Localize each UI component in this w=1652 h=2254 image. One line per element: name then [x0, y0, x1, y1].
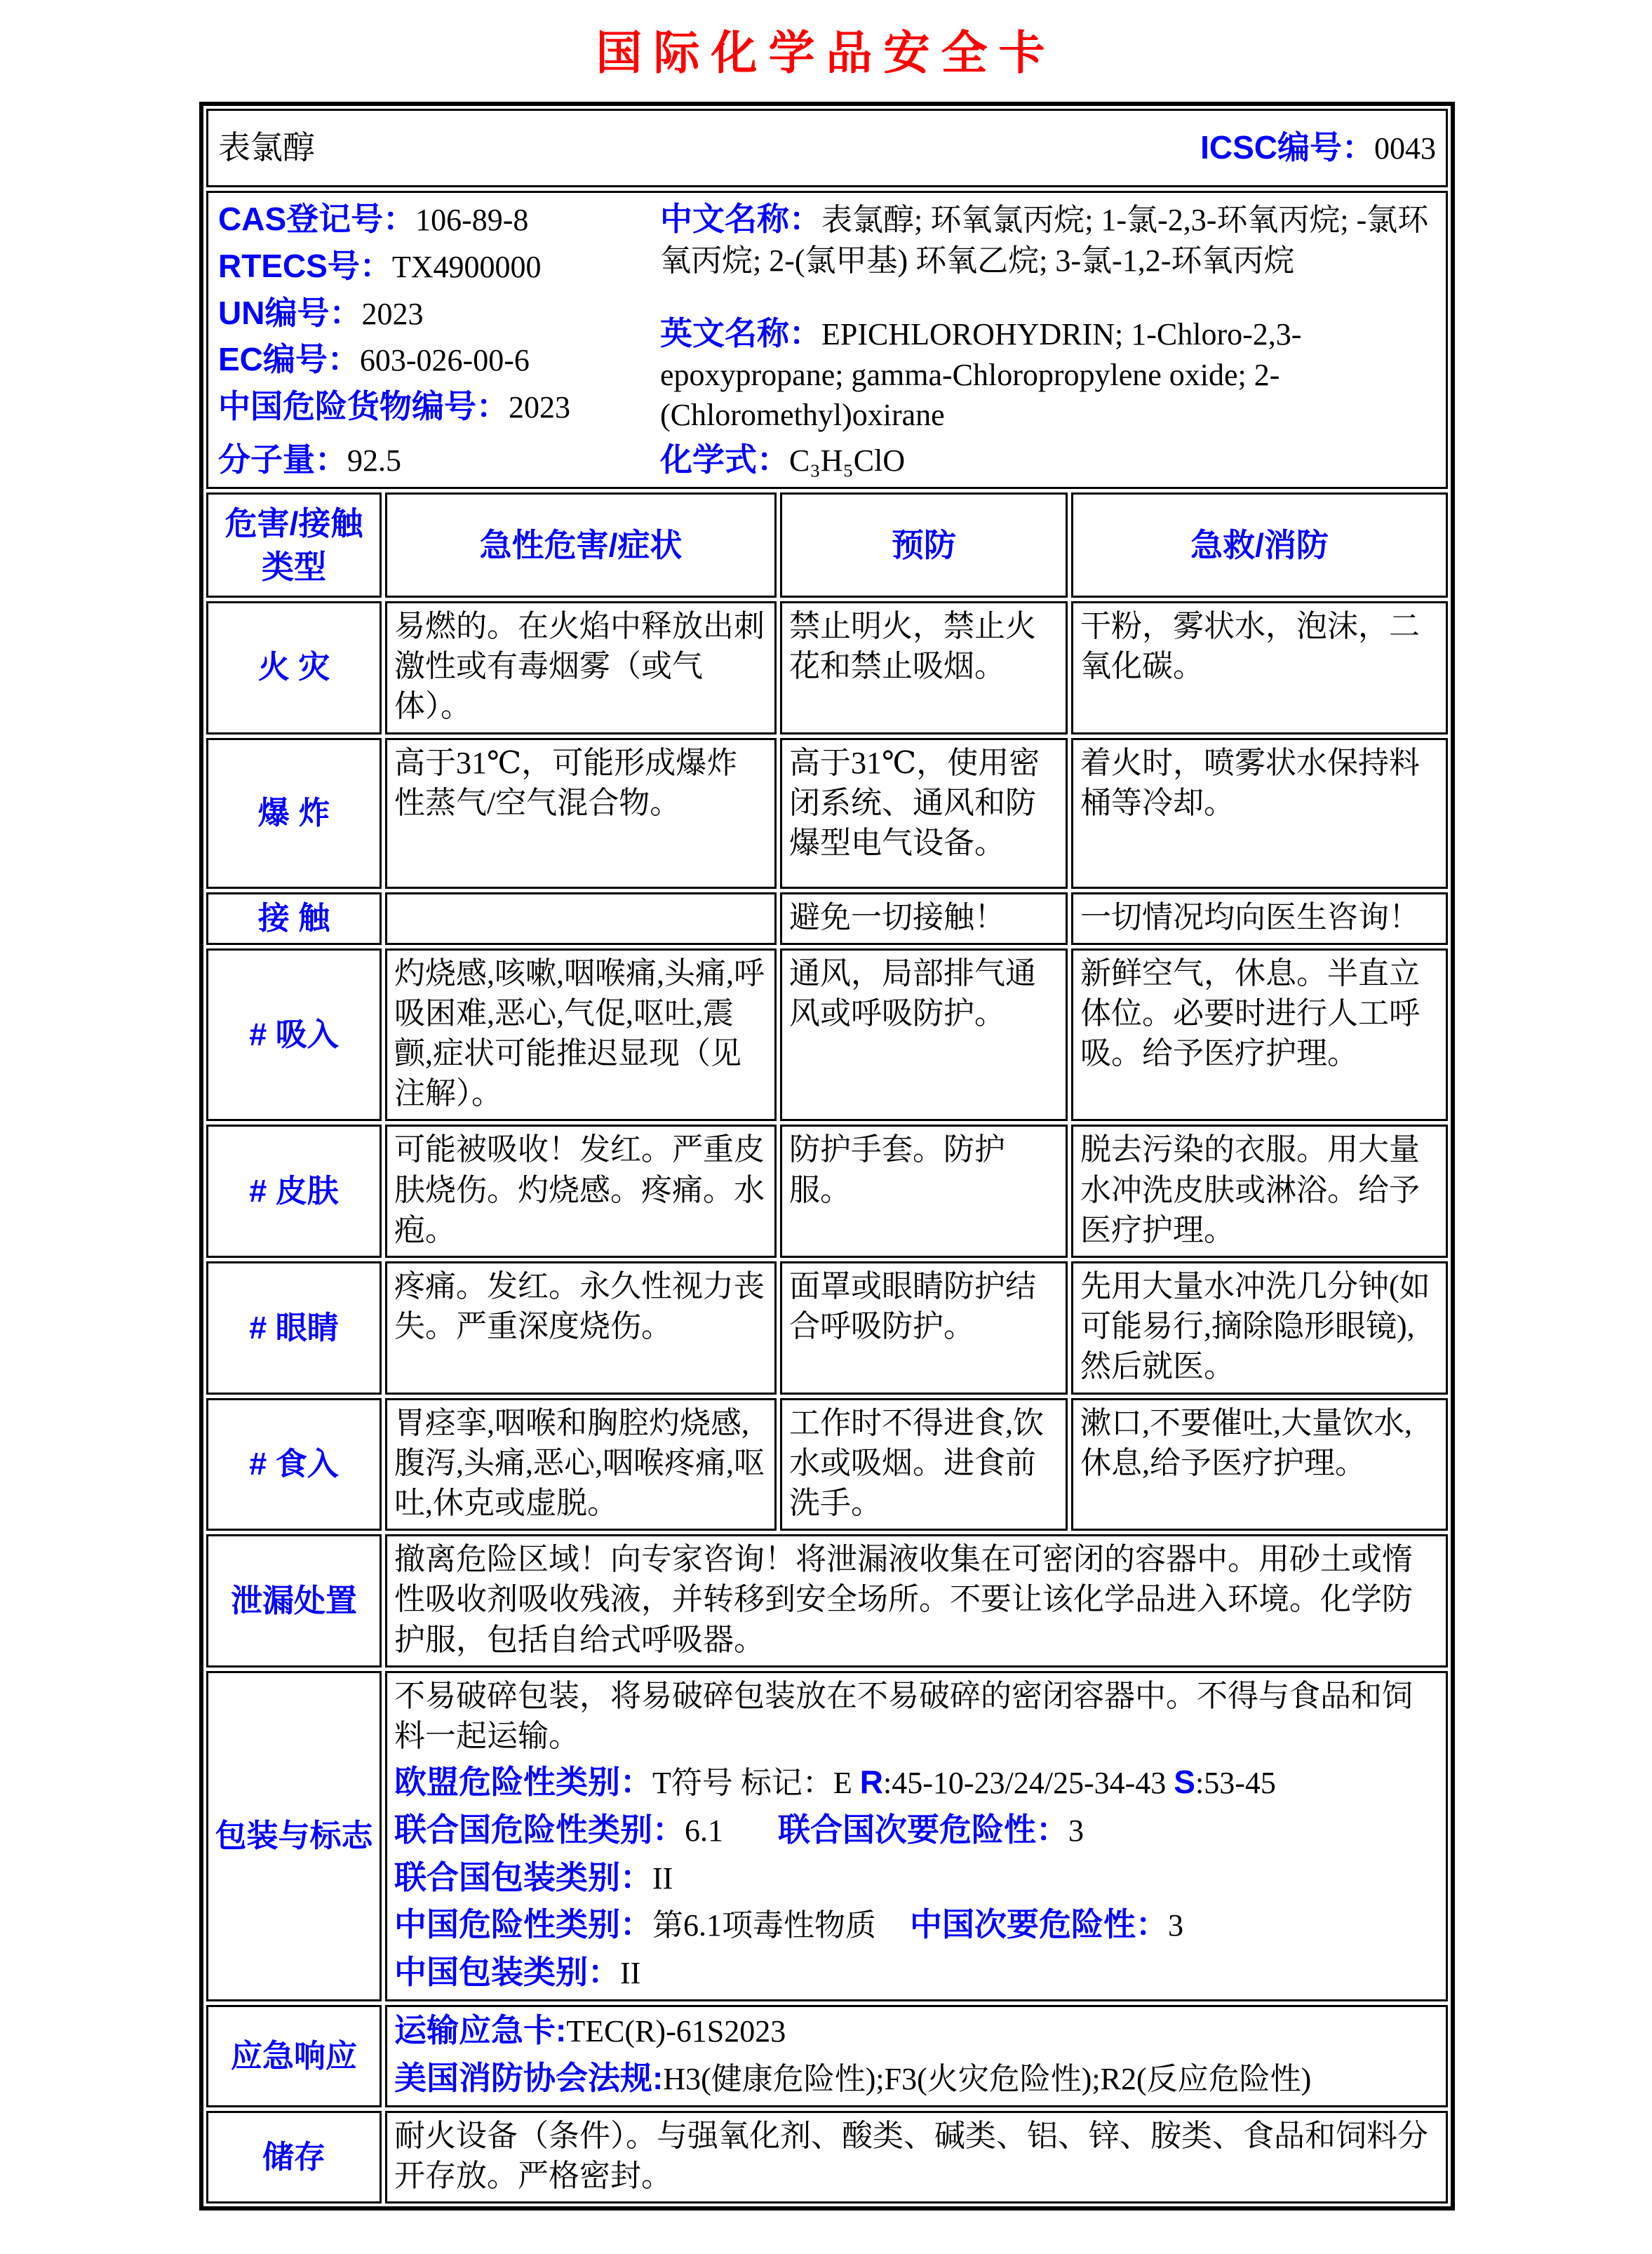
section-row-packaging	[206, 1671, 1448, 2001]
packaging-content	[385, 1671, 1448, 2001]
identifier-china-dg	[218, 386, 653, 428]
identifier-cas	[218, 199, 653, 241]
cn-class-line	[394, 1904, 1439, 1946]
skin-prevention: 防护手套。防护服。	[780, 1125, 1068, 1258]
section-row-spillage	[206, 1534, 1448, 1668]
identifier-un	[218, 293, 653, 335]
emergency-label: 应急响应	[206, 2005, 382, 2107]
molecular-weight	[218, 439, 653, 481]
hazard-row-explosion	[206, 738, 1448, 889]
rtecs-label: RTECS号：	[218, 247, 392, 284]
ingestion-label: # 食入	[206, 1398, 382, 1531]
english-names	[660, 313, 1436, 435]
substance-name: 表氯醇	[218, 130, 315, 166]
chemical-formula	[660, 439, 1436, 481]
cas-label: CAS登记号：	[218, 201, 416, 237]
china-dg-value: 2023	[509, 390, 570, 425]
explosion-prevention: 高于31℃，使用密闭系统、通风和防爆型电气设备。	[780, 738, 1068, 889]
rtecs-value: TX4900000	[391, 249, 542, 284]
s-phrases-label: S	[1174, 1764, 1195, 1801]
cn-class-label: 中国危险性类别：	[394, 1906, 652, 1943]
section-row-storage	[206, 2111, 1448, 2203]
eyes-label: # 眼睛	[206, 1261, 382, 1395]
fire-prevention: 禁止明火，禁止火花和禁止吸烟。	[780, 601, 1068, 734]
hazard-row-ingestion	[206, 1398, 1448, 1531]
cas-value: 106-89-8	[415, 203, 529, 237]
fire-symptoms: 易燃的。在火焰中释放出刺激性或有毒烟雾（或气体）。	[385, 601, 777, 734]
skin-symptoms: 可能被吸收！发红。严重皮肤烧伤。灼烧感。疼痛。水疱。	[385, 1125, 777, 1258]
hazard-row-contact	[206, 892, 1448, 945]
cn-class-value: 第6.1项毒性物质	[652, 1908, 876, 1943]
inhalation-firstaid: 新鲜空气，休息。半直立体位。必要时进行人工呼吸。给予医疗护理。	[1071, 948, 1448, 1122]
english-name-value: EPICHLOROHYDRIN; 1-Chloro-2,3-epoxypropane; gamma-Chloropropylene oxide; 2-(Chloromethyl)oxirane	[660, 316, 1302, 432]
storage-label: 储存	[206, 2111, 382, 2203]
packaging-intro: 不易破碎包装，将易破碎包装放在不易破碎的密闭容器中。不得与食品和饲料一起运输。	[394, 1678, 1413, 1753]
molecular-weight-label: 分子量：	[218, 441, 347, 478]
card-header-row	[206, 109, 1448, 187]
safety-card	[199, 102, 1455, 2211]
formula-label: 化学式：	[660, 441, 789, 478]
header-prevention: 预防	[780, 492, 1068, 598]
packaging-label: 包装与标志	[206, 1671, 382, 2001]
fire-label: 火 灾	[206, 601, 382, 734]
skin-label: # 皮肤	[206, 1125, 382, 1258]
formula-value: C₃H₅ClO	[789, 443, 906, 478]
cn-subrisk-value: 3	[1168, 1908, 1183, 1943]
english-name-label: 英文名称：	[660, 314, 821, 351]
ec-label: EC编号：	[218, 341, 360, 378]
header-symptoms: 急性危害/症状	[385, 492, 777, 598]
identifier-list	[218, 199, 653, 481]
names-block	[660, 199, 1436, 481]
emergency-content	[385, 2005, 1448, 2107]
eu-hazard-label: 欧盟危险性类别：	[394, 1764, 652, 1801]
ingestion-firstaid: 漱口,不要催吐,大量饮水,休息,给予医疗护理。	[1071, 1398, 1448, 1531]
hazard-row-inhalation	[206, 948, 1448, 1122]
hazard-header-row	[206, 492, 1448, 598]
inhalation-label: # 吸入	[206, 948, 382, 1122]
explosion-firstaid: 着火时，喷雾状水保持料桶等冷却。	[1071, 738, 1448, 889]
header-hazard-type: 危害/接触类型	[206, 492, 382, 598]
transport-card-line	[394, 2010, 1439, 2052]
eyes-firstaid: 先用大量水冲洗几分钟(如可能易行,摘除隐形眼镜),然后就医。	[1071, 1261, 1448, 1395]
hazard-row-eyes	[206, 1261, 1448, 1395]
cn-subrisk-label: 中国次要危险性：	[910, 1906, 1168, 1943]
eu-hazard-line	[394, 1762, 1439, 1804]
eu-hazard-value: T符号 标记：E	[652, 1766, 860, 1801]
contact-label: 接 触	[206, 892, 382, 945]
un-class-line	[394, 1809, 1439, 1851]
inhalation-prevention: 通风，局部排气通风或呼吸防护。	[780, 948, 1068, 1122]
un-class-value: 6.1	[685, 1813, 723, 1848]
section-row-emergency	[206, 2005, 1448, 2107]
eyes-symptoms: 疼痛。发红。永久性视力丧失。严重深度烧伤。	[385, 1261, 777, 1395]
identifier-rtecs	[218, 246, 653, 288]
un-label: UN编号：	[218, 294, 362, 331]
cn-packing-line	[394, 1952, 1439, 1994]
ingestion-symptoms: 胃痉挛,咽喉和胸腔灼烧感,腹泻,头痛,恶心,咽喉疼痛,呕吐,休克或虚脱。	[385, 1398, 777, 1531]
spillage-text: 撤离危险区域！向专家咨询！将泄漏液收集在可密闭的容器中。用砂土或惰性吸收剂吸收残液，并转移到安全场所。不要让该化学品进入环境。化学防护服，包括自给式呼吸器。	[385, 1534, 1448, 1668]
chinese-name-value: 表氯醇; 环氧氯丙烷; 1-氯-2,3-环氧丙烷; -氯环氧丙烷; 2-(氯甲基) 环氧乙烷; 3-氯-1,2-环氧丙烷	[660, 203, 1429, 278]
un-class-label: 联合国危险性类别：	[394, 1811, 685, 1848]
hazard-row-skin	[206, 1125, 1448, 1258]
contact-firstaid: 一切情况均向医生咨询！	[1071, 892, 1448, 945]
contact-symptoms	[385, 892, 777, 945]
fire-firstaid: 干粉，雾状水，泡沫，二氧化碳。	[1071, 601, 1448, 734]
explosion-symptoms: 高于31℃，可能形成爆炸性蒸气/空气混合物。	[385, 738, 777, 889]
nfpa-line	[394, 2058, 1439, 2100]
s-phrases-value: :53-45	[1195, 1766, 1276, 1801]
nfpa-value: H3(健康危险性);F3(火灾危险性);R2(反应危险性)	[663, 2061, 1312, 2096]
r-phrases-value: :45-10-23/24/25-34-43	[883, 1766, 1174, 1801]
molecular-weight-value: 92.5	[347, 443, 401, 478]
cn-packing-label: 中国包装类别：	[394, 1954, 620, 1991]
identifiers-row	[206, 191, 1448, 489]
icsc-number-group	[1200, 127, 1436, 169]
identifier-ec	[218, 339, 653, 381]
skin-firstaid: 脱去污染的衣服。用大量水冲洗皮肤或淋浴。给予医疗护理。	[1071, 1125, 1448, 1258]
inhalation-symptoms: 灼烧感,咳嗽,咽喉痛,头痛,呼吸困难,恶心,气促,呕吐,震颤,症状可能推迟显现（见注解）。	[385, 948, 777, 1122]
cn-packing-value: II	[620, 1956, 641, 1991]
header-firstaid: 急救/消防	[1071, 492, 1448, 598]
storage-text: 耐火设备（条件）。与强氧化剂、酸类、碱类、铝、锌、胺类、食品和饲料分开存放。严格密封。	[385, 2111, 1448, 2203]
card-header-cell	[206, 109, 1448, 187]
icsc-number: 0043	[1374, 131, 1436, 166]
r-phrases-label: R	[859, 1764, 883, 1801]
spillage-label: 泄漏处置	[206, 1534, 382, 1668]
transport-card-value: TEC(R)-61S2023	[566, 2014, 786, 2049]
ec-value: 603-026-00-6	[359, 343, 530, 378]
china-dg-label: 中国危险货物编号：	[218, 388, 509, 425]
nfpa-label: 美国消防协会法规:	[394, 2059, 664, 2096]
explosion-label: 爆 炸	[206, 738, 382, 889]
ingestion-prevention: 工作时不得进食,饮水或吸烟。进食前洗手。	[780, 1398, 1068, 1531]
page-title: 国际化学品安全卡	[596, 27, 1056, 79]
un-packing-value: II	[652, 1860, 673, 1896]
un-packing-line	[394, 1857, 1439, 1899]
un-value: 2023	[361, 296, 424, 331]
un-subrisk-label: 联合国次要危险性：	[778, 1811, 1068, 1848]
transport-card-label: 运输应急卡:	[394, 2012, 567, 2049]
un-packing-label: 联合国包装类别：	[394, 1858, 652, 1896]
contact-prevention: 避免一切接触！	[780, 892, 1068, 945]
chinese-name-label: 中文名称：	[660, 201, 821, 237]
icsc-label: ICSC编号：	[1200, 129, 1374, 166]
un-subrisk-value: 3	[1068, 1813, 1084, 1848]
eyes-prevention: 面罩或眼睛防护结合呼吸防护。	[780, 1261, 1068, 1395]
hazard-row-fire	[206, 601, 1448, 734]
identifiers-cell	[206, 191, 1448, 489]
chinese-names	[660, 199, 1436, 281]
